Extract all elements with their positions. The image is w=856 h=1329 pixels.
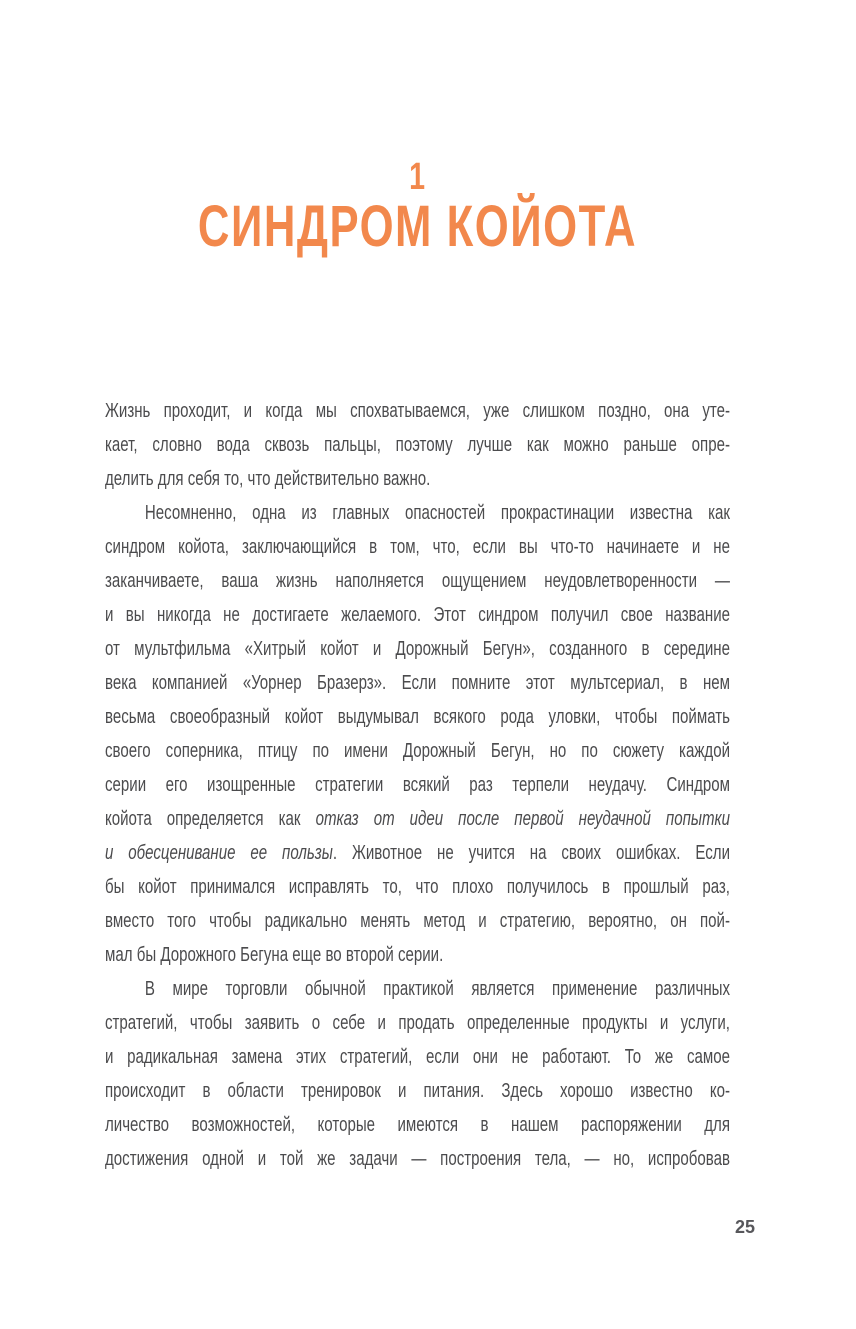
text-line	[105, 768, 730, 802]
text-line	[105, 496, 730, 530]
text-segment: мал бы Дорожного Бегуна еще во второй серии.	[105, 944, 444, 966]
text-line	[105, 870, 730, 904]
text-line	[105, 1108, 730, 1142]
paragraph	[105, 972, 730, 1176]
text-line	[105, 1142, 730, 1176]
text-segment: заканчиваете, ваша жизнь наполняется ощущением неудовлетворенности —	[105, 570, 730, 592]
text-line	[105, 598, 730, 632]
italic-text-segment: отказ от идеи после первой неудачной попытки	[315, 808, 730, 830]
text-segment: и радикальная замена этих стратегий, если они не работают. То же самое	[105, 1046, 730, 1068]
text-segment: стратегий, чтобы заявить о себе и продать определенные продукты и услуги,	[105, 1012, 730, 1034]
text-line	[105, 462, 730, 496]
text-segment: Жизнь проходит, и когда мы спохватываемся, уже слишком поздно, она уте-	[105, 400, 730, 422]
text-segment: делить для себя то, что действительно важно.	[105, 468, 431, 490]
page-body	[105, 394, 730, 1176]
text-line	[105, 632, 730, 666]
text-segment: . Животное не учится на своих ошибках. Если	[332, 842, 730, 864]
text-line	[105, 428, 730, 462]
text-line	[105, 904, 730, 938]
text-line	[105, 564, 730, 598]
text-line	[105, 836, 730, 870]
content-column	[105, 155, 730, 1176]
text-segment: своего соперника, птицу по имени Дорожный Бегун, но по сюжету каждой	[105, 740, 730, 762]
page-number: 25	[735, 1217, 756, 1237]
text-segment: века компанией «Уорнер Бразерз». Если помните этот мультсериал, в нем	[105, 672, 730, 694]
text-segment: и вы никогда не достигаете желаемого. Этот синдром получил свое название	[105, 604, 730, 626]
text-line	[105, 938, 730, 972]
text-segment: Несомненно, одна из главных опасностей прокрастинации известна как	[144, 502, 730, 524]
text-line	[105, 394, 730, 428]
text-line	[105, 1040, 730, 1074]
text-segment: достижения одной и той же задачи — построения тела, — но, испробовав	[105, 1148, 730, 1170]
paragraph	[105, 394, 730, 496]
text-segment: В мире торговли обычной практикой является применение различных	[144, 978, 730, 1000]
text-segment: серии его изощренные стратегии всякий раз терпели неудачу. Синдром	[105, 774, 730, 796]
text-line	[105, 700, 730, 734]
text-segment: бы койот принимался исправлять то, что плохо получилось в прошлый раз,	[105, 876, 730, 898]
text-segment: личество возможностей, которые имеются в нашем распоряжении для	[105, 1114, 730, 1136]
text-line	[105, 1074, 730, 1108]
text-segment: от мультфильма «Хитрый койот и Дорожный Бегун», созданного в середине	[105, 638, 730, 660]
text-segment: весьма своеобразный койот выдумывал всякого рода уловки, чтобы поймать	[105, 706, 730, 728]
text-line	[105, 802, 730, 836]
text-line	[105, 530, 730, 564]
text-segment: синдром койота, заключающийся в том, что, если вы что-то начинаете и не	[105, 536, 730, 558]
text-line	[105, 666, 730, 700]
text-line	[105, 972, 730, 1006]
text-segment: кает, словно вода сквозь пальцы, поэтому лучше как можно раньше опре-	[105, 434, 730, 456]
text-line	[105, 1006, 730, 1040]
text-segment: койота определяется как	[105, 808, 316, 830]
chapter-number: 1	[409, 156, 426, 198]
italic-text-segment: и обесценивание ее пользы	[105, 842, 333, 864]
text-line	[105, 734, 730, 768]
paragraph	[105, 496, 730, 972]
text-segment: вместо того чтобы радикально менять метод и стратегию, вероятно, он пой-	[105, 910, 730, 932]
text-segment: происходит в области тренировок и питания. Здесь хорошо известно ко-	[105, 1080, 730, 1102]
chapter-title: СИНДРОМ КОЙОТА	[197, 194, 638, 259]
